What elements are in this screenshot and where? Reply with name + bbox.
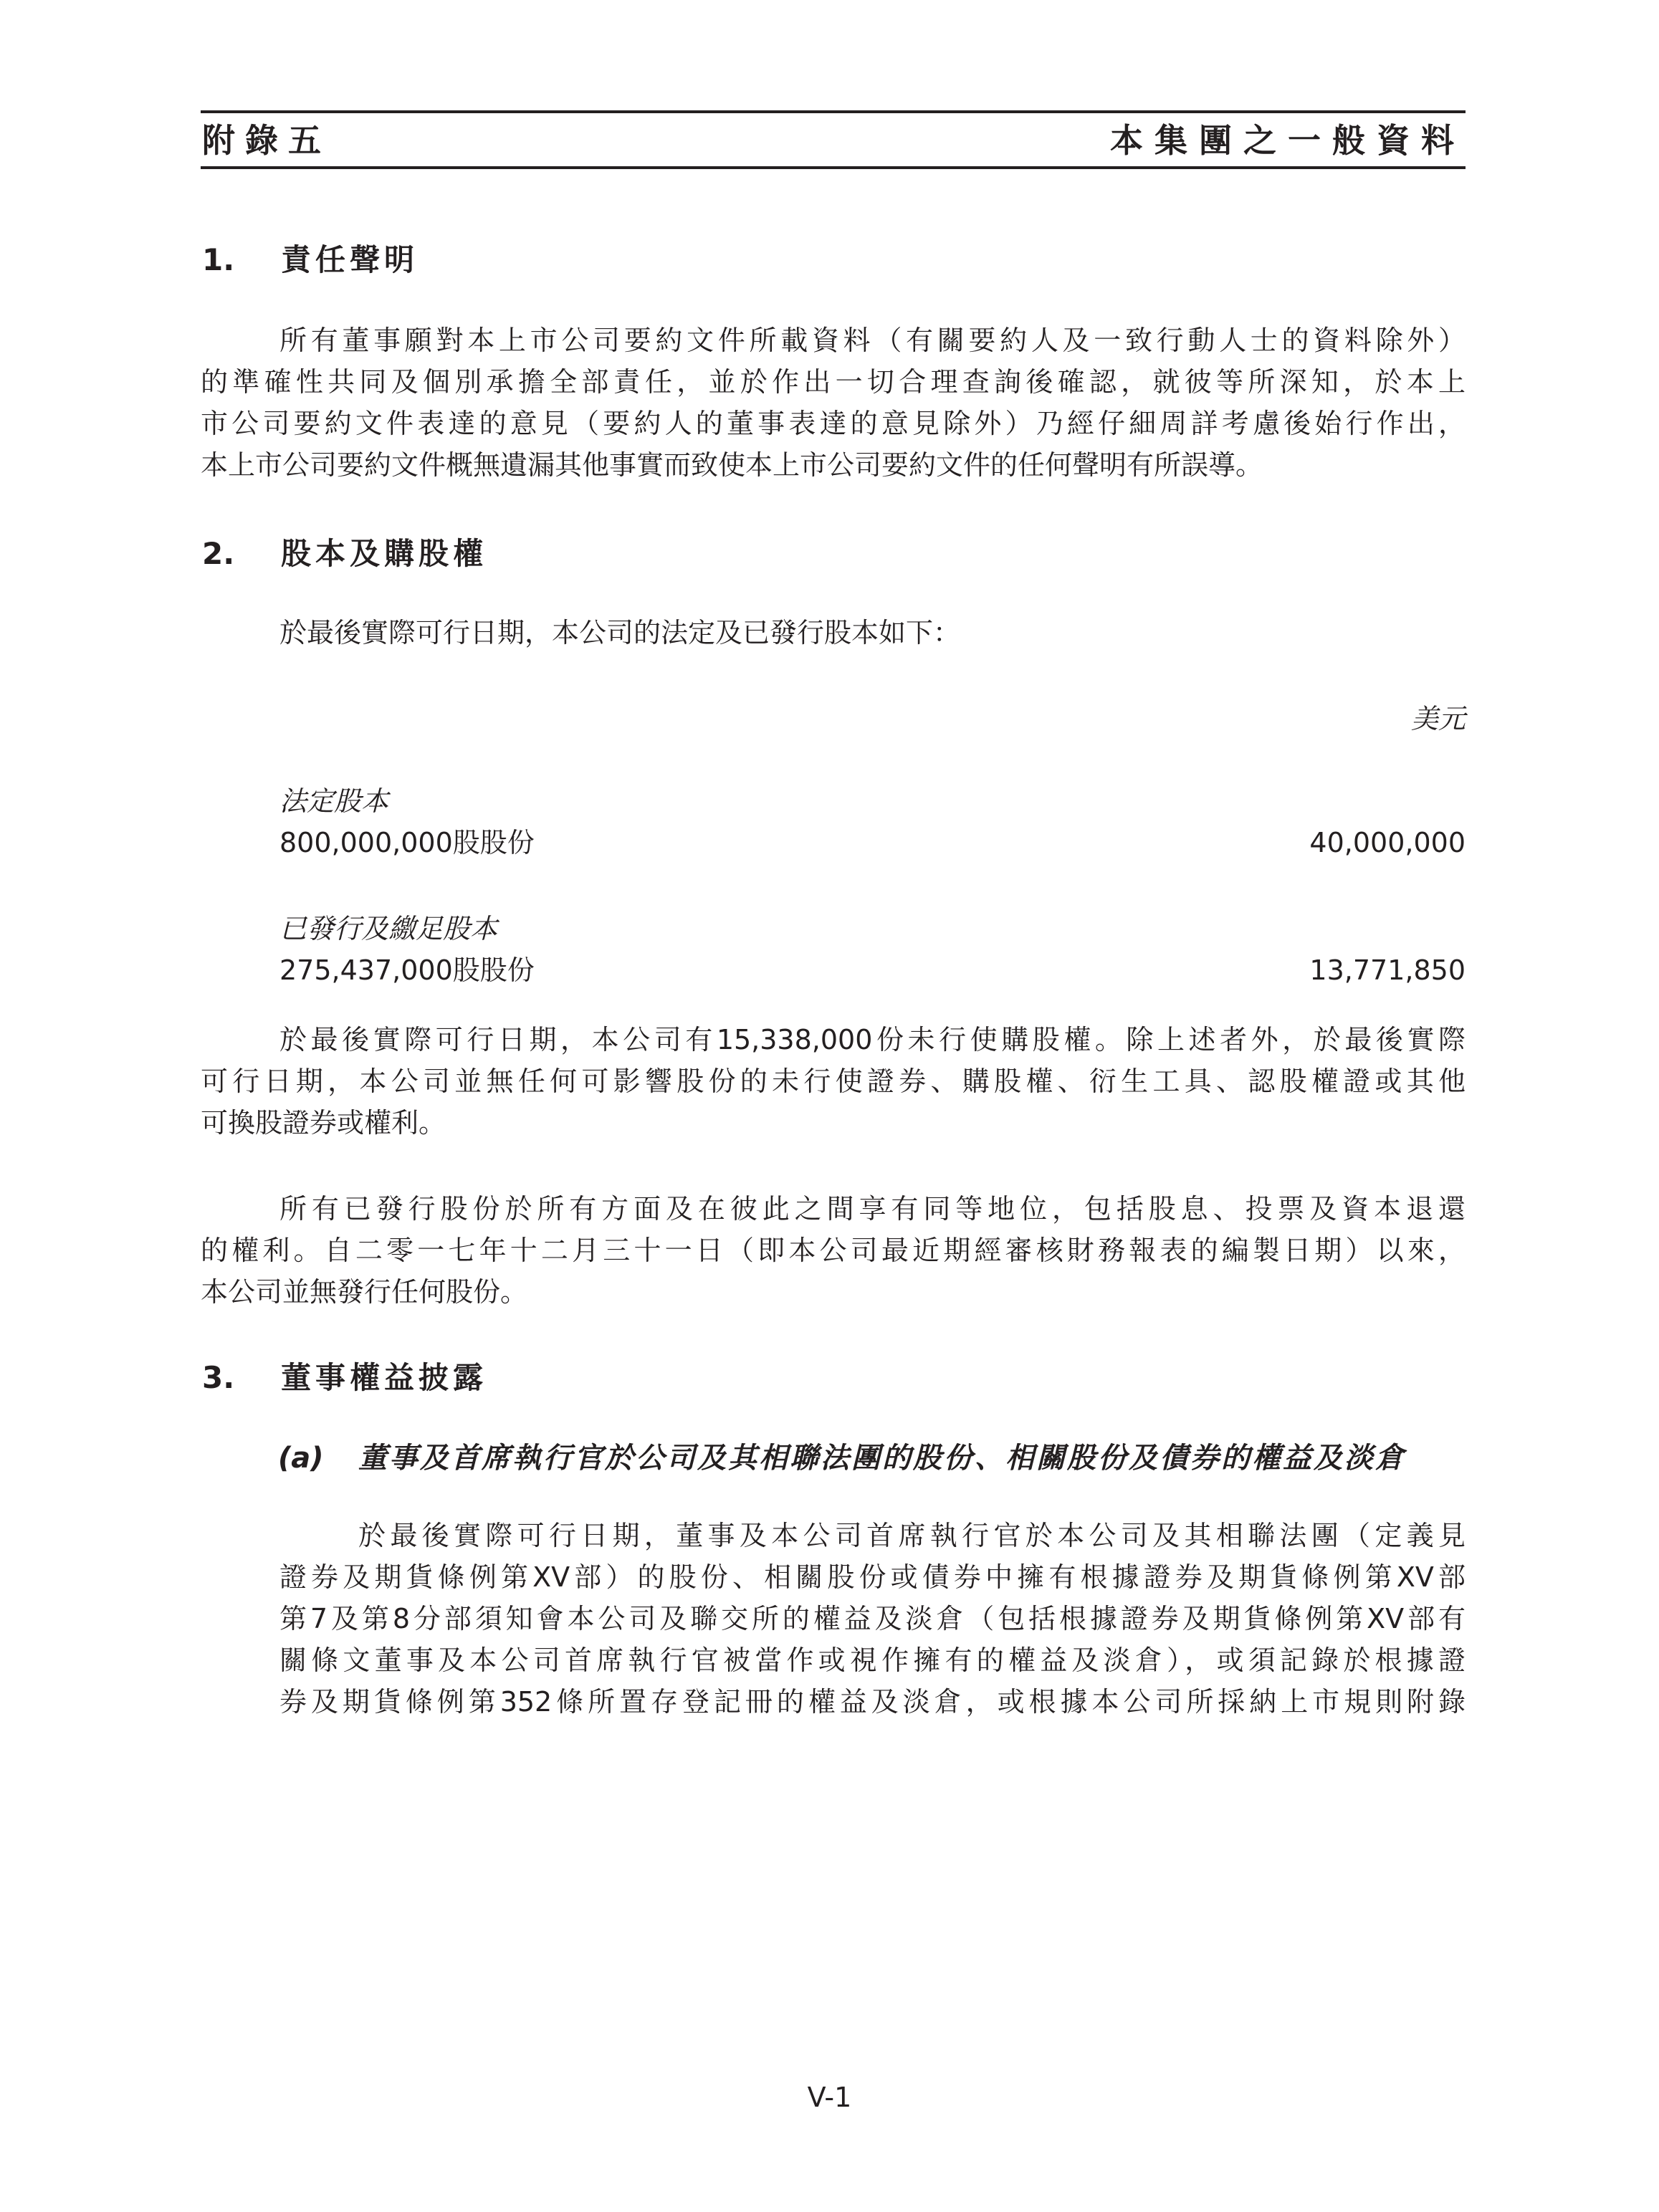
page-number: V-1 (807, 2082, 852, 2113)
section-3-title: 董事權益披露 (281, 1360, 488, 1395)
header-bottom-rule (201, 166, 1466, 169)
paragraph-line: 可行日期，本公司並無任何可影響股份的未行使證券、購股權、衍生工具、認股權證或其他 (201, 1066, 1466, 1097)
appendix-label: 附錄五 (202, 121, 331, 160)
issued-capital-label: 已發行及繳足股本 (279, 913, 498, 944)
issued-amount: 13,771,850 (1309, 954, 1466, 986)
section-2-number: 2. (202, 536, 235, 571)
paragraph-line: 所有已發行股份於所有方面及在彼此之間享有同等地位，包括股息、投票及資本退還 (279, 1193, 1466, 1225)
paragraph-line: 的準確性共同及個別承擔全部責任，並於作出一切合理查詢後確認，就彼等所深知，於本上 (201, 366, 1466, 398)
subsection-a-title: 董事及首席執行官於公司及其相聯法團的股份、相關股份及債券的權益及淡倉 (358, 1442, 1406, 1475)
paragraph-line: 本公司並無發行任何股份。 (201, 1276, 528, 1308)
paragraph-line: 券及期貨條例第352條所置存登記冊的權益及淡倉，或根據本公司所採納上市規則附錄 (279, 1686, 1466, 1718)
paragraph-line: 市公司要約文件表達的意見（要約人的董事表達的意見除外）乃經仔細周詳考慮後始行作出， (201, 408, 1466, 439)
issued-shares: 275,437,000股股份 (279, 954, 535, 986)
section-3-number: 3. (202, 1360, 235, 1395)
subsection-a-label: (a) (278, 1442, 324, 1475)
section-1-paragraph (201, 320, 1466, 486)
chapter-title: 本集團之一般資料 (1110, 121, 1466, 160)
section-1-number: 1. (202, 242, 235, 277)
authorised-shares: 800,000,000股股份 (279, 827, 535, 858)
paragraph-line: 本上市公司要約文件概無遺漏其他事實而致使本上市公司要約文件的任何聲明有所誤導。 (201, 449, 1263, 481)
shares-ranking-paragraph (201, 1188, 1466, 1313)
paragraph-line: 的權利。自二零一七年十二月三十一日（即本公司最近期經審核財務報表的編製日期）以來， (201, 1235, 1466, 1266)
directors-interests-paragraph (279, 1515, 1466, 1723)
paragraph-line: 於最後實際可行日期，董事及本公司首席執行官於本公司及其相聯法團（定義見 (358, 1520, 1466, 1551)
paragraph-line: 第7及第8分部須知會本公司及聯交所的權益及淡倉（包括根據證券及期貨條例第XV部有 (279, 1603, 1466, 1634)
section-2-title: 股本及購股權 (281, 536, 488, 571)
currency-heading: 美元 (1410, 703, 1466, 734)
share-options-paragraph (201, 1019, 1466, 1144)
paragraph-line: 所有董事願對本上市公司要約文件所載資料（有關要約人及一致行動人士的資料除外） (279, 325, 1466, 356)
paragraph-line: 關條文董事及本公司首席執行官被當作或視作擁有的權益及淡倉），或須記錄於根據證 (279, 1644, 1466, 1676)
authorised-capital-label: 法定股本 (279, 785, 389, 817)
authorised-amount: 40,000,000 (1309, 827, 1466, 858)
paragraph-line: 可換股證券或權利。 (201, 1107, 446, 1139)
header-top-rule (201, 110, 1466, 113)
paragraph-line: 於最後實際可行日期，本公司有15,338,000份未行使購股權。除上述者外，於最後實際 (279, 1024, 1466, 1055)
section-1-title: 責任聲明 (281, 242, 419, 277)
share-capital-intro: 於最後實際可行日期，本公司的法定及已發行股本如下： (279, 617, 961, 648)
paragraph-line: 證券及期貨條例第XV部）的股份、相關股份或債券中擁有根據證券及期貨條例第XV部 (279, 1561, 1466, 1593)
